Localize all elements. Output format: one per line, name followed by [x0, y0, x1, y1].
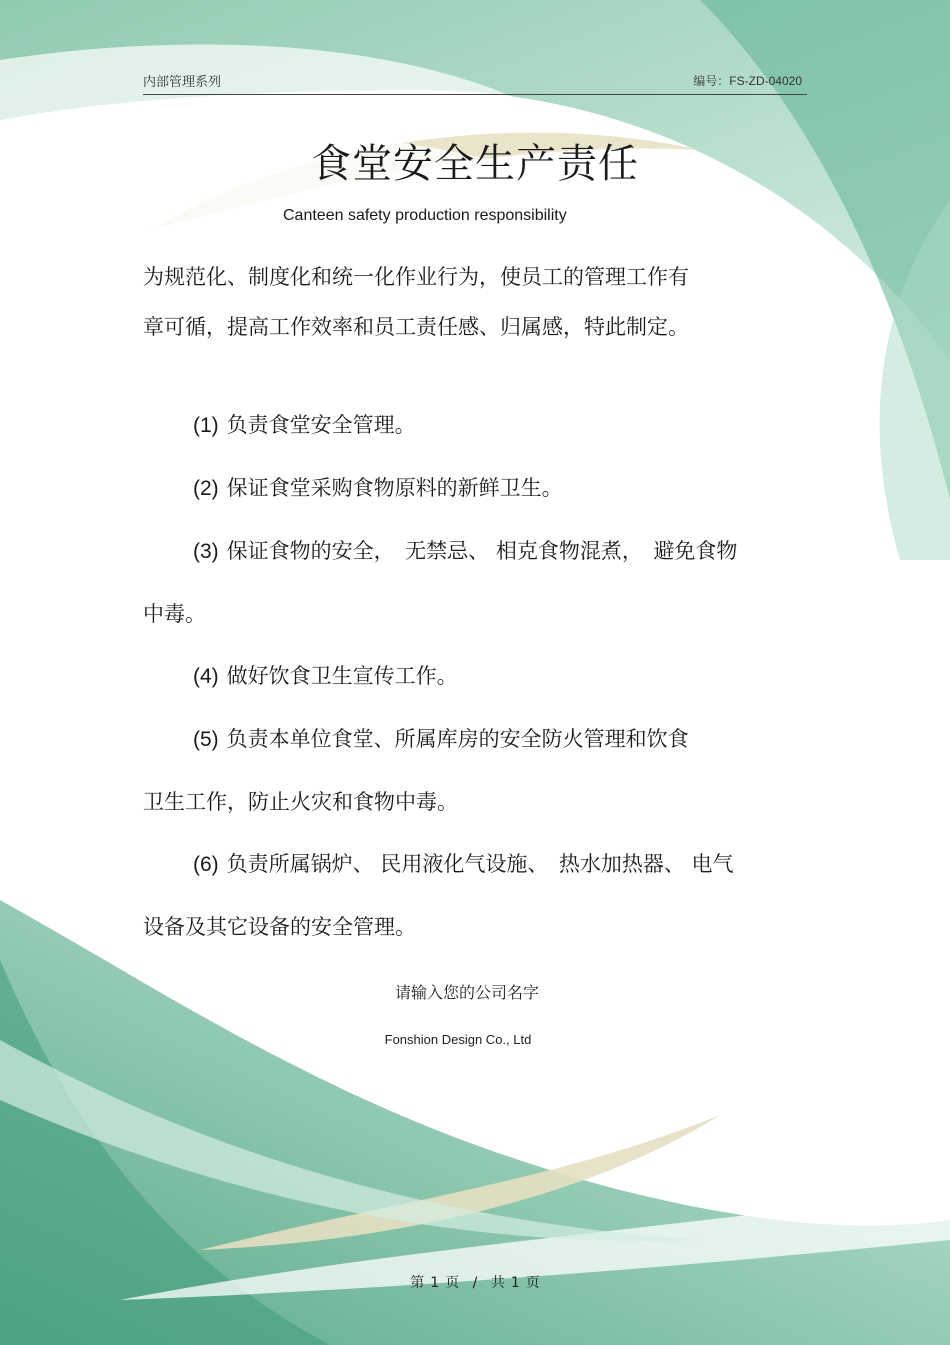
item-text: 保证食堂采购食物原料的新鲜卫生。 [226, 476, 563, 500]
list-item [143, 645, 807, 708]
item-text: 保证食物的安全， 无禁忌、 相克食物混煮， 避免食物 [226, 539, 738, 563]
intro-line-1: 为规范化、制度化和统一化作业行为，使员工的管理工作有 [143, 265, 689, 289]
page-footer [0, 1272, 950, 1292]
item-number: (5) [193, 728, 219, 751]
item-number: (6) [193, 853, 219, 876]
header-code-value: FS-ZD-04020 [729, 74, 802, 88]
intro-paragraph [143, 252, 783, 352]
item-number: (4) [193, 665, 219, 688]
header-code-label: 编号： [693, 74, 730, 88]
item-number: (2) [193, 477, 219, 500]
company-name-en: Fonshion Design Co., Ltd [384, 1032, 532, 1047]
item-text: 做好饮食卫生宣传工作。 [226, 664, 458, 688]
responsibility-list [143, 394, 807, 958]
item-text-continued: 中毒。 [143, 602, 206, 626]
list-item [143, 457, 807, 520]
document-title: 食堂安全生产责任 [311, 141, 639, 187]
item-number: (3) [193, 540, 219, 563]
page-separator: / [472, 1275, 478, 1291]
item-text-continued: 设备及其它设备的安全管理。 [143, 915, 416, 939]
item-text: 负责食堂安全管理。 [226, 413, 416, 437]
list-item [143, 520, 807, 645]
page-number: 第 1 页 [410, 1275, 460, 1291]
company-name: 请输入您的公司名字 [394, 983, 539, 1002]
item-text: 负责本单位食堂、所属库房的安全防火管理和饮食 [226, 727, 689, 751]
intro-line-2: 章可循，提高工作效率和员工责任感、归属感，特此制定。 [143, 315, 689, 339]
document-subtitle: Canteen safety production responsibility [283, 207, 567, 224]
item-text: 负责所属锅炉、 民用液化气设施、 热水加热器、 电气 [226, 852, 734, 876]
header-code [693, 72, 802, 89]
item-number: (1) [193, 414, 219, 437]
item-text-continued: 卫生工作，防止火灾和食物中毒。 [143, 790, 458, 814]
header-series: 内部管理系列 [143, 75, 222, 90]
list-item [143, 708, 807, 833]
list-item [143, 833, 807, 958]
header-divider [143, 94, 807, 95]
page-total: 共 1 页 [490, 1275, 540, 1291]
list-item [143, 394, 807, 457]
